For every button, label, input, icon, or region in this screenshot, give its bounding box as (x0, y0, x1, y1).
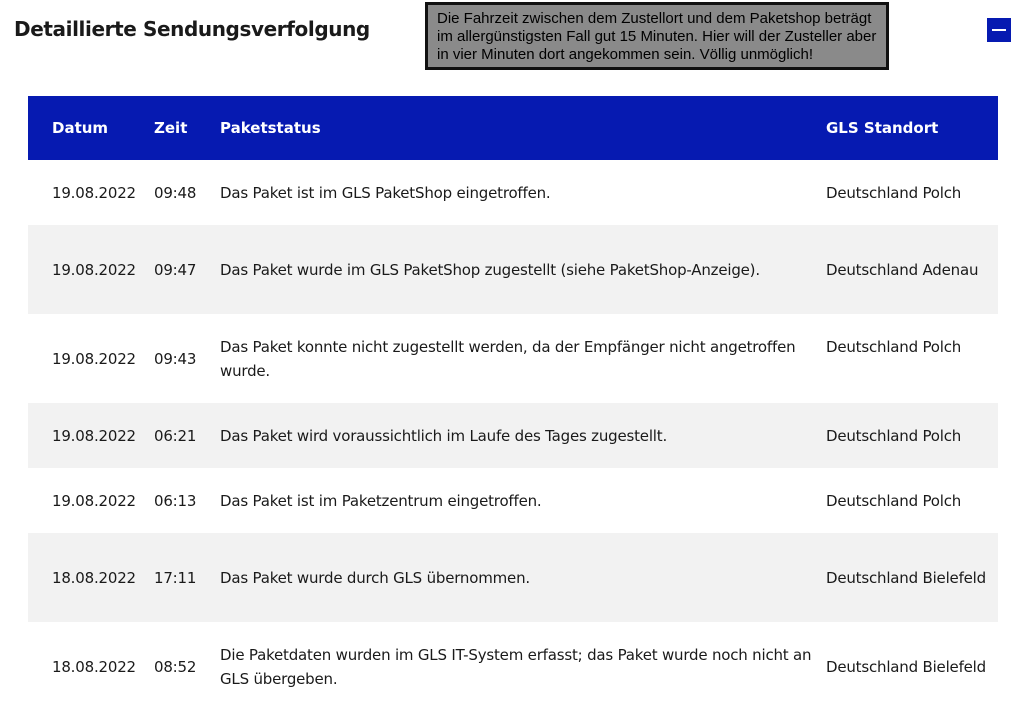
row-location: Deutschland Adenau (826, 260, 979, 279)
row-time: 09:43 (154, 349, 197, 368)
column-header-location: GLS Standort (826, 119, 939, 137)
row-status: Das Paket wird voraussichtlich im Laufe des Tages zugestellt. (220, 426, 668, 445)
table-header-row (28, 96, 998, 160)
row-date: 19.08.2022 (52, 491, 136, 510)
row-time: 06:13 (154, 491, 197, 510)
row-location: Deutschland Polch (826, 491, 962, 510)
row-time: 09:47 (154, 260, 197, 279)
row-status: Die Paketdaten wurden im GLS IT-System erfasst; das Paket wurde noch nicht an GLS übergeben. (220, 645, 812, 688)
table-row (28, 403, 998, 468)
column-header-status: Paketstatus (220, 119, 321, 137)
row-location: Deutschland Bielefeld (826, 568, 986, 587)
row-status: Das Paket konnte nicht zugestellt werden, da der Empfänger nicht angetroffen wurde. (220, 337, 796, 380)
row-date: 19.08.2022 (52, 426, 136, 445)
table-row (28, 225, 998, 314)
row-date: 19.08.2022 (52, 183, 136, 202)
table-row (28, 160, 998, 225)
row-date: 19.08.2022 (52, 349, 136, 368)
row-time: 08:52 (154, 657, 197, 676)
row-location: Deutschland Polch (826, 338, 962, 356)
row-date: 19.08.2022 (52, 260, 136, 279)
row-status: Das Paket ist im Paketzentrum eingetroffen. (220, 491, 542, 510)
table-row (28, 533, 998, 622)
column-header-date: Datum (52, 119, 109, 137)
annotation-note: Die Fahrzeit zwischen dem Zustellort und dem Paketshop beträgt im allergünstigsten Fall gut 15 Minuten. Hier will der Zusteller aber in vier Minuten dort angekommen sein. Völlig unmöglich! (425, 2, 889, 70)
row-time: 06:21 (154, 426, 197, 445)
row-location: Deutschland Polch (826, 426, 962, 445)
row-location: Deutschland Polch (826, 183, 962, 202)
row-time: 09:48 (154, 183, 197, 202)
row-date: 18.08.2022 (52, 657, 136, 676)
table-row (28, 314, 998, 403)
row-location: Deutschland Bielefeld (826, 657, 986, 676)
table-row (28, 622, 998, 711)
collapse-button[interactable] (987, 18, 1011, 42)
row-status: Das Paket wurde im GLS PaketShop zugestellt (siehe PaketShop-Anzeige). (220, 260, 760, 279)
row-time: 17:11 (154, 568, 197, 587)
row-date: 18.08.2022 (52, 568, 136, 587)
minus-icon (992, 29, 1006, 31)
section-title: Detaillierte Sendungsverfolgung (14, 17, 370, 41)
column-header-time: Zeit (154, 119, 188, 137)
row-status: Das Paket ist im GLS PaketShop eingetroffen. (220, 183, 551, 202)
row-status: Das Paket wurde durch GLS übernommen. (220, 568, 530, 587)
tracking-table (28, 96, 998, 711)
table-row (28, 468, 998, 533)
